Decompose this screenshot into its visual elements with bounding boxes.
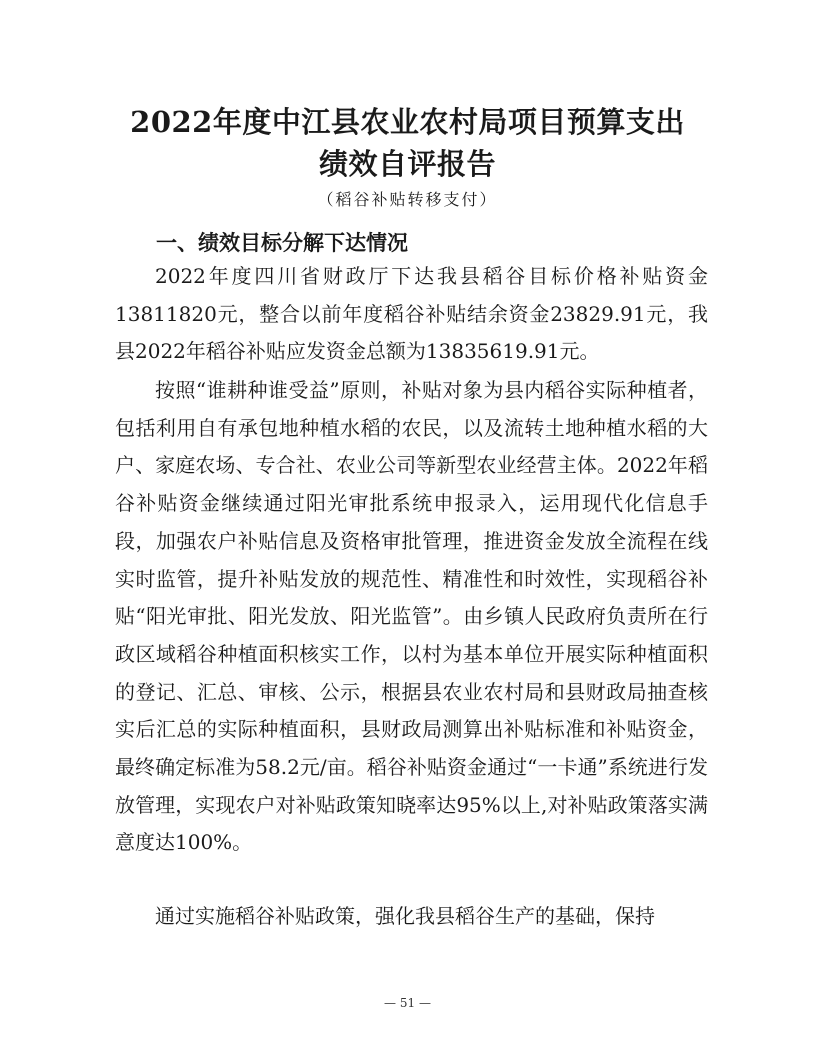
paragraph-subsidy-principle: 按照“谁耕种谁受益”原则，补贴对象为县内稻谷实际种植者，包括利用自有承包地种植水稻的农民，以及流转土地种植水稻的大户、家庭农场、专合社、农业公司等新型农业经营主体。2022年稻谷补贴资金继续通过阳光审批系统申报录入，运用现代化信息手段，加强农户补贴信息及资格审批管理，推进资金发放全流程在线实时监管，提升补贴发放的规范性、精准性和时效性，实现稻谷补贴“阳光审批、阳光发放、阳光监管”。由乡镇人民政府负责所在行政区域稻谷种植面积核实工作，以村为基本单位开展实际种植面积的登记、汇总、审核、公示，根据县农业农村局和县财政局抽查核实后汇总的实际种植面积，县财政局测算出补贴标准和补贴资金，最终确定标准为58.2元/亩。稻谷补贴资金通过“一卡通”系统进行发放管理，实现农户对补贴政策知晓率达95%以上,对补贴政策落实满意度达100%。 <box>115 378 708 855</box>
report-subtitle: （稻谷补贴转移支付） <box>317 190 498 209</box>
paragraph-policy-effect: 通过实施稻谷补贴政策，强化我县稻谷生产的基础，保持 <box>155 904 655 928</box>
section-heading: 一、绩效目标分解下达情况 <box>156 231 408 255</box>
paragraph-funding: 2022年度四川省财政厅下达我县稻谷目标价格补贴资金13811820元，整合以前年度稻谷补贴结余资金23829.91元，我县2022年稻谷补贴应发资金总额为13835619.91元。 <box>115 264 708 364</box>
report-title-line-2: 绩效自评报告 <box>318 147 496 181</box>
report-title-line-1: 2022年度中江县农业农村局项目预算支出 <box>130 105 685 139</box>
page-number: — 51 — <box>384 996 431 1010</box>
